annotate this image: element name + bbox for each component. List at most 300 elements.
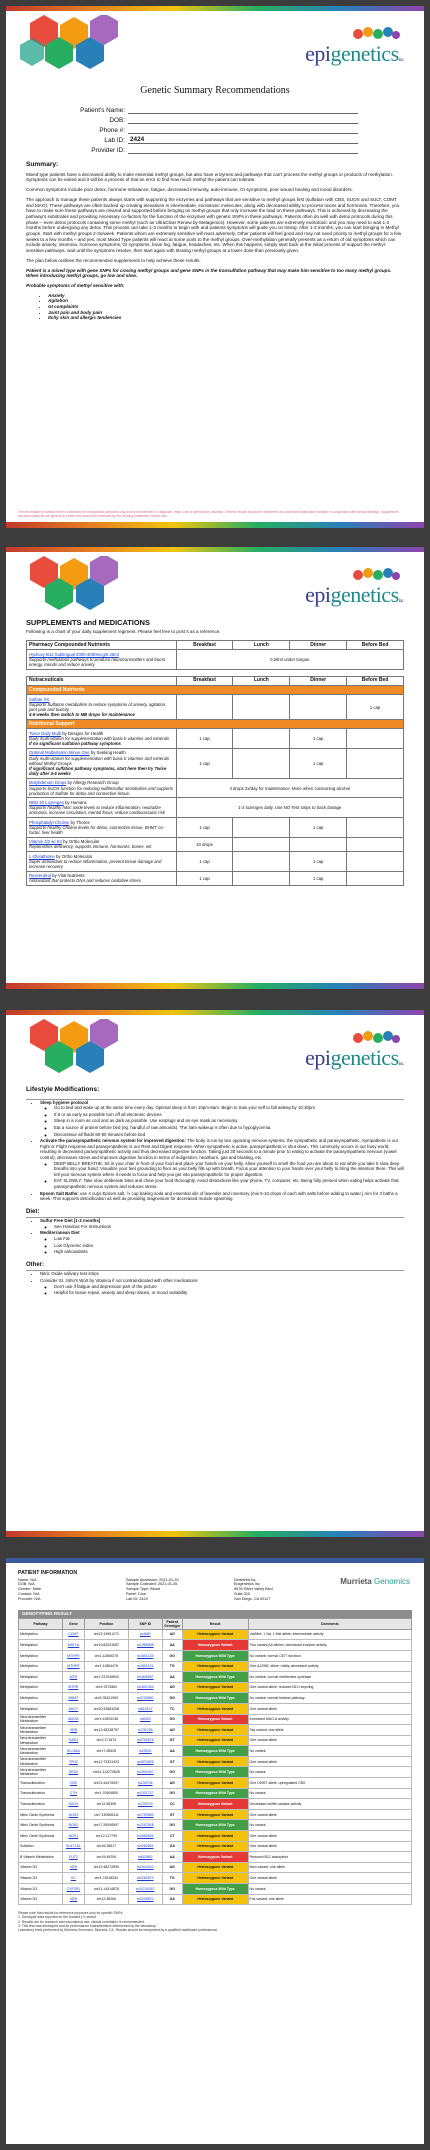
snp-link[interactable]: rs2297518 — [128, 1820, 162, 1831]
pathway-cell: Sulfation — [19, 1841, 63, 1852]
comment-cell: No variant — [248, 1884, 411, 1895]
genotype-cell: CT — [162, 1831, 182, 1842]
gene-link[interactable]: NOS2 — [62, 1820, 84, 1831]
genotype-cell: AA — [162, 1746, 182, 1757]
genotype-cell: TC — [162, 1703, 182, 1714]
gene-link[interactable]: GC — [62, 1873, 84, 1884]
list-item: • Anxiety — [48, 293, 404, 299]
supplement-link[interactable]: Vitamin D3 w/ K2 — [29, 839, 62, 845]
gene-link[interactable]: AHCY — [62, 1703, 84, 1714]
comment-cell: One C699T allele; upregulated CBS — [248, 1778, 411, 1789]
gene-link[interactable]: MTHFR — [62, 1661, 84, 1672]
supplement-link[interactable]: NBD 40 Lozenges — [29, 799, 64, 805]
patient-info-line: Sample Accession: 2021-01-20 — [126, 1577, 179, 1582]
pathway-cell: Methylation — [19, 1629, 63, 1640]
column-header: Gene — [62, 1619, 84, 1630]
probable-symptoms-heading: Probable symptoms of methyl sensitive with: — [26, 282, 125, 288]
page-header — [6, 552, 424, 612]
gene-link[interactable]: VDR — [62, 1862, 84, 1873]
snp-link[interactable]: rs2682826 — [128, 1831, 162, 1842]
gene-link[interactable]: CTH — [62, 1788, 84, 1799]
table-row — [19, 1629, 412, 1640]
pathway-cell: Neurotransmitter Metabolism — [19, 1756, 63, 1767]
other-list — [40, 1271, 404, 1295]
pharmacy-table — [26, 640, 404, 670]
position-cell: chrX:43591036 — [84, 1714, 128, 1725]
patient-info-line: Panel: Core — [126, 1591, 147, 1596]
patient-info-title: PATIENT INFORMATION — [18, 1570, 78, 1576]
snp-link[interactable]: rs2228570 — [128, 1894, 162, 1905]
table-row — [19, 1852, 412, 1863]
comment-cell: No variant; normal C677 function — [248, 1650, 411, 1661]
comment-cell: One variant allele; reduced B12 recycling — [248, 1682, 411, 1693]
list-item: ◦ Low Fat — [54, 1236, 404, 1242]
result-badge: Homozygous Variant — [182, 1714, 248, 1725]
color-bar — [6, 1531, 424, 1537]
list-item: ◦ See Handout For Instructions — [54, 1224, 404, 1230]
page-4 — [6, 1558, 424, 2144]
position-cell: chr1:11854476 — [84, 1661, 128, 1672]
gene-link[interactable]: FUT2 — [62, 1852, 84, 1863]
result-badge: Heterozygous Variant — [182, 1661, 248, 1672]
table-row — [19, 1767, 412, 1778]
comment-cell: No variant — [248, 1788, 411, 1799]
list-item: ◦ DEEP BELLY BREATHE: Sit in your chair in front of your food and place your hands on your belly. Allow yourself to smell the food you are about to eat while you take 5 slow deep breaths into your hand. Visualize your feet grounding to floor as your belly fills up with breath. Focus your attention to your hands over your belly to bring the intention there. This will tell your nervous system where it needs to focus and help you get into parasympathetic for proper digestion. — [54, 1161, 404, 1178]
genotype-cell: GA — [162, 1841, 182, 1852]
gene-link[interactable]: MTHFR — [62, 1650, 84, 1661]
result-badge: Heterozygous Variant — [182, 1894, 248, 1905]
genotype-cell: TG — [162, 1873, 182, 1884]
pathway-cell: Methylation — [19, 1703, 63, 1714]
symptom-list — [48, 293, 404, 322]
list-item: • Agitation — [48, 298, 404, 304]
list-item: • Joint pain and body pain — [48, 310, 404, 316]
comment-cell: One A1298C allele; mildly decreased activity — [248, 1661, 411, 1672]
pathway-cell: Methylation — [19, 1693, 63, 1704]
band-compounded: Compounded Nutrients — [27, 686, 404, 695]
position-cell: chr1:70904800 — [84, 1788, 128, 1799]
table-row — [19, 1894, 412, 1905]
epsom-block: • Epsom Salt Baths: use 4 cups Epsom salt, ½ cup baking soda and essential oils of lavender and rosemary (mix 5-10 drops of each with salts before adding to water.) Aim for 3 baths a week. This supports detoxification as well as providing magnesium for decreased muscle spasming. — [40, 1191, 404, 1202]
comment-cell: Bsm variant; one allele — [248, 1862, 411, 1873]
gene-link[interactable]: NOS3 — [62, 1809, 84, 1820]
comment-cell: No variant — [248, 1767, 411, 1778]
table-row — [19, 1799, 412, 1810]
supplement-link[interactable]: Sulfate XX — [29, 696, 50, 702]
page-1 — [6, 6, 424, 528]
pathway-cell: B Vitamin Metabolism — [19, 1852, 63, 1863]
position-cell: chr17:28525 — [84, 1746, 128, 1757]
patient-fields — [76, 104, 424, 154]
table-row — [19, 1746, 412, 1757]
footnotes: Please note that results for reference purposes only for specific SNPs. 1. Genotype data reported on the forward (+) strand. 2. Results are for research and educational use; clinical correlation is recommended. 3. This test was developed and its performance characteristics determined by the laboratory. Laboratory tests performed by Murrieta Genomics, Murrieta, CA. Results should be interpreted by a qualified healthcare professional. — [18, 1911, 218, 1933]
table-row: L-Glutathione by Ortho Molecular Super antioxidant to reduce inflammation, prevent tissue damage and increase recovery 1 cap 1 cap — [27, 852, 404, 872]
lifestyle-section — [6, 1087, 424, 1296]
snp-link[interactable]: rs25531 — [128, 1746, 162, 1757]
comment-cell: No variant; normal betaine pathway — [248, 1693, 411, 1704]
gene-link[interactable]: SLC6A4 — [62, 1746, 84, 1757]
position-cell: chr2:171673 — [84, 1735, 128, 1746]
page-title: Genetic Summary Recommendations — [140, 85, 290, 96]
table-header-row — [19, 1619, 412, 1630]
position-cell: chr12:56398 — [84, 1799, 128, 1810]
result-badge: Heterozygous Variant — [182, 1703, 248, 1714]
color-bar — [6, 522, 424, 528]
snp-link[interactable]: rs819147 — [128, 1703, 162, 1714]
snp-link[interactable]: rs3791878 — [128, 1735, 162, 1746]
supplement-link[interactable]: Twice Daily Multi — [29, 730, 61, 736]
gene-link[interactable]: TPH2 — [62, 1756, 84, 1767]
pathway-cell: Neurotransmitter Metabolism — [19, 1714, 63, 1725]
position-cell: chr1:237048500 — [84, 1672, 128, 1683]
genotype-cell: AG — [162, 1682, 182, 1693]
comment-cell: One variant allele — [248, 1756, 411, 1767]
table-row: NBD 40 Lozenges by Humanx Supports healthy nitric oxide levels to reduce inflammation, neutralize ammonia, increase circulation, mental focus, reduce cardiovascular risk 1-2 lozenges daily. Use NO Test strips to track dosage — [27, 798, 404, 818]
table-row — [19, 1831, 412, 1842]
result-badge: Heterozygous Variant — [182, 1841, 248, 1852]
table-row — [19, 1873, 412, 1884]
patient-info-line: Name: N/A — [18, 1577, 37, 1582]
patient-info-line: Sample Type: Blood — [126, 1587, 160, 1592]
snp-link[interactable]: rs234706 — [128, 1778, 162, 1789]
pathway-cell: Methylation — [19, 1661, 63, 1672]
genotype-cell: GG — [162, 1788, 182, 1799]
gene-link[interactable]: BHMT — [62, 1693, 84, 1704]
epigenetics-logo: epigeneticsinc. — [305, 566, 404, 608]
comment-cell: No variant — [248, 1820, 411, 1831]
genotype-cell: GT — [162, 1809, 182, 1820]
comment-cell: No variant; normal methionine synthase — [248, 1672, 411, 1683]
field-lab-id: Lab ID: 2424 — [76, 134, 424, 144]
genotype-cell: GG — [162, 1884, 182, 1895]
result-badge: Heterozygous Variant — [182, 1831, 248, 1842]
snp-link[interactable]: rs4680 — [128, 1629, 162, 1640]
diet-list — [40, 1218, 404, 1255]
pathway-cell: Methylation — [19, 1682, 63, 1693]
snp-link[interactable]: rs731236 — [128, 1725, 162, 1736]
gene-link[interactable]: COMT — [62, 1629, 84, 1640]
gene-link[interactable]: VDR — [62, 1894, 84, 1905]
field-patient-name: Patient's Name: — [76, 104, 424, 114]
field-phone: Phone #: — [76, 124, 424, 134]
table-row — [19, 1841, 412, 1852]
table-row: Sulfate XX Supports Sulfation metabolism to reduce symptoms of anxiety, agitation, joint pain and toxicity. 4-6 weeks then switch to MB drops for maintenance 1 cap — [27, 695, 404, 720]
patient-info-line: Gender: Male — [18, 1587, 42, 1592]
position-cell: chr5:7870860 — [84, 1682, 128, 1693]
gene-link[interactable]: MAOA — [62, 1714, 84, 1725]
color-bar — [6, 983, 424, 989]
gene-link[interactable]: VDR — [62, 1725, 84, 1736]
position-cell: chr12:72331923 — [84, 1756, 128, 1767]
list-item: ◦ Low Glycemic index — [54, 1243, 404, 1249]
gene-link[interactable]: GAD1 — [62, 1735, 84, 1746]
list-item: ◦ EAT SLOWLY: Take slow deliberate bites and chew your food thoroughly. Avoid distractions like your phone, TV, computer, etc. Being fully present when eating helps activate that parasympathetic nervous system and reduces stress. — [54, 1178, 404, 1189]
result-badge: Heterozygous Variant — [182, 1735, 248, 1746]
genotype-table — [18, 1618, 412, 1905]
table-row: Phosphatidyl Choline by Thorne Supports healthy Choline levels for detox, connective tissue, BHMT co-factor, liver health 1 cap 1 cap — [27, 818, 404, 838]
position-cell: chr17:26096597 — [84, 1820, 128, 1831]
result-badge: Heterozygous Variant — [182, 1809, 248, 1820]
snp-link[interactable]: rs6323 — [128, 1714, 162, 1725]
snp-link[interactable]: rs1801131 — [128, 1661, 162, 1672]
genotype-cell: GT — [162, 1735, 182, 1746]
lifestyle-heading: Lifestyle Modifications: — [26, 1086, 100, 1093]
genotype-cell: GA — [162, 1894, 182, 1905]
patient-info-line: Provider: N/A — [18, 1596, 41, 1601]
result-badge: Heterozygous Variant — [182, 1725, 248, 1736]
other-heading: Other: — [26, 1261, 44, 1268]
table-row — [19, 1693, 412, 1704]
result-badge: Heterozygous Variant — [182, 1682, 248, 1693]
patient-info-line: 5578 Silver Valley Blvd — [234, 1587, 273, 1592]
comment-cell: One variant allele — [248, 1831, 411, 1842]
position-cell: chr7:150696111 — [84, 1809, 128, 1820]
position-cell: chr12:48238757 — [84, 1725, 128, 1736]
table-row — [19, 1756, 412, 1767]
table-row: Molybdenum Drops by Allergy Research Group Supports SUOX function for reducing sulfite/sulfur sensitivities and supports production of Sulfate for detox and connective tissue. 4 drops 2x/day for maintenance. More when consuming alcohol — [27, 778, 404, 798]
genotype-cell: AA — [162, 1672, 182, 1683]
snp-link[interactable]: rs3733890 — [128, 1693, 162, 1704]
column-header: Comments — [248, 1619, 411, 1630]
hexagon-collage-icon — [20, 1019, 140, 1075]
table-header-row: Nutraceuticals Breakfast Lunch Dinner Before Bed — [27, 676, 404, 685]
page-3 — [6, 1010, 424, 1537]
summary-paragraph: The plan below outlines the recommended supplements to help achieve these results. — [26, 257, 201, 263]
comment-cell: One variant allele — [248, 1703, 411, 1714]
comment-cell: One variant allele — [248, 1841, 411, 1852]
result-badge: Homozygous Wild Type — [182, 1672, 248, 1683]
position-cell: chr11:14914878 — [84, 1884, 128, 1895]
list-item: • Nitric Oxide salivary test strips — [40, 1271, 404, 1277]
column-header: Pathway — [19, 1619, 63, 1630]
table-row — [19, 1862, 412, 1873]
result-badge: Homozygous Wild Type — [182, 1650, 248, 1661]
table-row — [19, 1809, 412, 1820]
list-item: • Mediterranean Diet ◦ Low Fat ◦ Low Glycemic index ◦ High antioxidants — [40, 1230, 404, 1254]
snp-link[interactable]: rs705703 — [128, 1799, 162, 1810]
genotype-cell: GT — [162, 1756, 182, 1767]
patient-info-line: Sample Collected: 2021-01-05 — [126, 1582, 178, 1587]
pathway-cell: Nitric Oxide Synthesis — [19, 1831, 63, 1842]
patient-info-line: Epigenetics Inc — [234, 1582, 260, 1587]
table-row: Optimal Multivitamin Minus One by Seeking Health Daily multi-vitamin for supplementation with basic b vitamins and minerals without Methyl Groups If significant sulfation pathway symptoms, start here then try Twice daily after 4-6 weeks 1 cap 1 cap — [27, 748, 404, 778]
supplements-title: SUPPLEMENTS and MEDICATIONS — [26, 618, 150, 627]
nutraceuticals-table — [26, 676, 404, 886]
gene-link[interactable]: NOS1 — [62, 1831, 84, 1842]
table-header-row: Pharmacy Compounded Nutrients Breakfast Lunch Dinner Before Bed — [27, 641, 404, 650]
parasympathetic-block: • Activate the parasympathetic nervous system for improved digestion: The body is run by two opposing nervous systems, the sympathetic and parasympathetic. Sympathetic is our Fight or Flight response and parasympathetic is our Rest and Digest response. When sympathetic is active, parasympathetic is shut down. This commonly occurs in our busy world, resulting in decreased parasympathetic activity and thus decreased digestive function. Taking just 30 seconds to a minute prior to eating to activate the parasympathetic nervous (vowel control), decreases stress and improves digestive function in terms of indigestion, heartburn, gas and bloating, etc. ◦ DEEP BELLY BREATHE: Sit in your chair in front of your food and place your hands on your belly. Allow yourself to smell the food you are about to eat while you take 5 slow deep breaths into your hand. Visualize your feet grounding to floor as your belly fills up with breath. Focus your attention to your hands over your belly to bring the intention there. This will tell your nervous system where it needs to focus and help you get into parasympathetic for proper digestion. ◦ EAT SLOWLY: Take slow deliberate bites and chew your food thoroughly. Avoid distractions like your phone, TV, computer, etc. Being fully present when eating helps activate that parasympathetic nervous system and reduces stress. — [40, 1138, 404, 1189]
supplement-link[interactable]: Phosphatidyl Choline — [29, 819, 70, 825]
snp-link[interactable]: rs1801394 — [128, 1682, 162, 1693]
position-cell: chr5:78421959 — [84, 1693, 128, 1704]
result-badge: Heterozygous Variant — [182, 1756, 248, 1767]
genotype-cell: TG — [162, 1661, 182, 1672]
list-item: ◦ Discontinue all fluids 60-90 minutes before bed — [54, 1132, 404, 1138]
result-badge: Homozygous Variant — [182, 1640, 248, 1651]
patient-info-line: Delivered by: — [234, 1577, 257, 1582]
genotype-cell: AG — [162, 1862, 182, 1873]
pathway-cell: Methylation — [19, 1650, 63, 1661]
patient-info-line: Contact: N/A — [18, 1591, 40, 1596]
list-item: ◦ Helpful for tissue repair, anxiety and sleep issues, or mood variability — [54, 1290, 404, 1296]
result-badge: Heterozygous Variant — [182, 1873, 248, 1884]
result-badge: Homozygous Wild Type — [182, 1884, 248, 1895]
lab-logo: Murrieta Genomics — [340, 1577, 410, 1586]
result-badge: Homozygous Wild Type — [182, 1746, 248, 1757]
supplement-link[interactable]: Hydroxy B12 Sublingual 2000-4000mcg/0.25ml — [29, 651, 119, 657]
position-cell: chr12:48272895 — [84, 1862, 128, 1873]
diet-heading: Diet: — [26, 1208, 40, 1215]
snp-link[interactable]: rs1544410 — [128, 1862, 162, 1873]
position-cell: chr20:32883208 — [84, 1703, 128, 1714]
position-cell: chr12:117799 — [84, 1831, 128, 1842]
hexagon-collage-icon — [20, 15, 140, 71]
table-row — [19, 1682, 412, 1693]
pathway-cell: Methylation — [19, 1640, 63, 1651]
genotype-cell: GG — [162, 1650, 182, 1661]
disclaimer-fine-print: The information provided herein is intended for educational purposes only and is not intended to diagnose, treat, cure or prevent any disease. Genetic results should be interpreted by a licensed healthcare provider in conjunction with clinical findings. Supplement recommendations are general in nature and should be reviewed by the treating practitioner before use. — [18, 509, 399, 518]
list-item: • Sulfur Free Diet [1-3 months] ◦ See Handout For Instructions — [40, 1218, 404, 1229]
pathway-cell: Neurotransmitter Metabolism — [19, 1746, 63, 1757]
patient-info-line: San Diego, CA 92127 — [234, 1596, 271, 1601]
gene-link[interactable]: MTR — [62, 1672, 84, 1683]
patient-info-line: Suite 310 — [234, 1591, 251, 1596]
gene-link[interactable]: MAT1A — [62, 1640, 84, 1651]
sleep-block: • Sleep hygiene protocol ◦ Go to bed and wake up at the same time every day. Optimal sleep is from 10pm-6am. Begin to train your self to fall asleep by 10:30pm ◦ If 8 or as early as possible turn off all electronic devices ◦ Sleep in a room as cool and as dark as possible. Use earplugs and an eye mask as necessary. ◦ Eat a source of protein before bed (eg. handful of raw almonds). The 3am wakeup is often due to hypoglycemia. ◦ Discontinue all fluids 60-90 minutes before bed — [40, 1100, 404, 1138]
table-row — [19, 1650, 412, 1661]
snp-link[interactable]: rs1799983 — [128, 1809, 162, 1820]
position-cell: chr21:44478497 — [84, 1778, 128, 1789]
result-badge: Homozygous Variant — [182, 1852, 248, 1863]
result-badge: Homozygous Wild Type — [182, 1767, 248, 1778]
list-item: ◦ Don't use if fatigue and depression part of the picture — [54, 1284, 404, 1290]
snp-link[interactable]: rs4570625 — [128, 1756, 162, 1767]
result-badge: Homozygous Wild Type — [182, 1788, 248, 1799]
pathway-cell: Vitamin D3 — [19, 1862, 63, 1873]
comment-cell: Reduced B12 absorption — [248, 1852, 411, 1863]
snp-link[interactable]: rs9282861 — [128, 1841, 162, 1852]
genotype-cell: AA — [162, 1852, 182, 1863]
nutritional-rows — [27, 729, 404, 886]
logo-inc: inc. — [398, 58, 404, 63]
gene-link[interactable]: DRD2 — [62, 1767, 84, 1778]
column-header: Result — [182, 1619, 248, 1630]
table-row — [19, 1735, 412, 1746]
pathway-cell: Neurotransmitter Metabolism — [19, 1767, 63, 1778]
supplements-subtitle: Following is a chart of your daily supplement regiment. Please feel free to post it as a reference. — [26, 629, 221, 634]
list-item: ◦ If 8 or as early as possible turn off all electronic devices — [54, 1112, 404, 1118]
table-row: Hydroxy B12 Sublingual 2000-4000mcg/0.25ml Supports methylation pathways to produce neurotransmitters and boost energy, moods and reduce anxiety 0.25ml under tongue — [27, 650, 404, 670]
snp-link[interactable]: rs1805087 — [128, 1672, 162, 1683]
snp-link[interactable]: rs1801133 — [128, 1650, 162, 1661]
snp-link[interactable]: rs1800497 — [128, 1767, 162, 1778]
gene-link[interactable]: SUOX — [62, 1799, 84, 1810]
comment-cell: One variant allele — [248, 1809, 411, 1820]
supplement-link[interactable]: Resveratrol — [29, 873, 51, 879]
summary-paragraph: The approach to manage these patients always starts with supporting the enzymes and pathways that are sensitive to methyl groups first (sulfation with CBS, SUOX and SULT, COMT and MAO). These pathways are often backed up creating elevations in intermediate, excitotoxic molecules, along with decreased ability to process toxins and hormones. Therefore, you have to make sure these pathways are cleared and supported before bringing on methyl groups that only increase the load on these pathways. This is achieved by decreasing the pathway's substrates and providing necessary co-factors for the function of the enzymes with genetic SNPs in these pathways. Patients often do well with detox protocols during this phase – even detox protocols containing some methyl (such as UltraClear Renew by Metagenics). However, some patients are extremely excitotoxic and you may need to wait 1-3 months before undergoing any detox. This process can take 1-3 months to begin with and patients symptoms will guide you on timing. After 1-3 months, you can start bringing in Methyl groups. Start with methyl groups 2-3x/week. Patients whom are extremely sensitive will react adversely. Other patients will feel good and may not need priority to methyl groups for a few weeks to a few months – and yes, most Mixed Type patients will react at some point to the methyl groups. Over-methylation generally presents as a return of old symptoms which can include anxiety, insomnia, hormone symptoms, GI symptoms, brain fog, fatigue, headaches, etc. When this happens, simply start back at the initial process of support the methyl-sensitive pathways, wait until the symptoms resolve, then start again with titrating methyl groups at a lower dose than previously given. — [26, 196, 402, 254]
pathway-cell: Vitamin D3 — [19, 1873, 63, 1884]
gene-link[interactable]: SULT1A1 — [62, 1841, 84, 1852]
supplement-link[interactable]: Molybdenum Drops — [29, 780, 67, 786]
table-row: Resveratrol by Vital Nutrients Antioxidant that protects DNA and reduces oxidative stress 1 cap 1 cap — [27, 871, 404, 885]
position-cell: chr16:28617 — [84, 1841, 128, 1852]
band-nutritional: Nutritional Support — [27, 720, 404, 729]
genotype-cell: GG — [162, 1767, 182, 1778]
list-item: ◦ Eat a source of protein before bed (eg. handful of raw almonds). The 3am wakeup is often due to hypoglycemia. — [54, 1125, 404, 1131]
logo-genetics: genetics — [330, 41, 399, 66]
epigenetics-logo: epigeneticsinc. — [305, 1029, 404, 1071]
supplement-link[interactable]: L-Glutathione — [29, 853, 55, 859]
comment-cell: One variant allele — [248, 1873, 411, 1884]
list-item: ◦ High antioxidants — [54, 1249, 404, 1255]
result-badge: Homozygous Wild Type — [182, 1820, 248, 1831]
comment-cell: No variant — [248, 1746, 411, 1757]
sleep-list — [54, 1105, 404, 1137]
position-cell: chr19:49206 — [84, 1852, 128, 1863]
result-badge: Heterozygous Variant — [182, 1778, 248, 1789]
summary-paragraph: Common symptoms include poor detox, hormone imbalance, fatigue, decreased immunity, auto-immune, GI symptoms, poor wound healing and mood disorders. — [26, 187, 353, 193]
pathway-cell: Nitric Oxide Synthesis — [19, 1820, 63, 1831]
table-row — [19, 1672, 412, 1683]
column-header: SNP ID — [128, 1619, 162, 1630]
supplement-link[interactable]: Optimal Multivitamin Minus One — [29, 750, 90, 756]
genotype-cell: AA — [162, 1640, 182, 1651]
result-badge: Homozygous Wild Type — [182, 1693, 248, 1704]
section-header: GENOTYPING RESULT — [18, 1610, 412, 1619]
summary-heading: Summary: — [26, 161, 59, 168]
table-row — [19, 1788, 412, 1799]
table-row — [19, 1778, 412, 1789]
pathway-cell: Neurotransmitter Metabolism — [19, 1735, 63, 1746]
table-row — [19, 1661, 412, 1672]
table-row: Twice Daily Multi by Designs for Health Daily multi-vitamin for supplementation with basic b vitamins and minerals If no significant sulfation pathway symptoms 1 cap 1 cap — [27, 729, 404, 749]
snp-link[interactable]: rs1021737 — [128, 1788, 162, 1799]
position-cell: chr10:82031087 — [84, 1640, 128, 1651]
patient-info-line: Lab ID: 2424 — [126, 1596, 148, 1601]
snp-link[interactable]: rs602662 — [128, 1852, 162, 1863]
pathway-cell: Transsulfuration — [19, 1778, 63, 1789]
gene-link[interactable]: CBS — [62, 1778, 84, 1789]
table-row — [19, 1884, 412, 1895]
result-badge: Heterozygous Variant — [182, 1862, 248, 1873]
result-badge: Homozygous Variant — [182, 1799, 248, 1810]
hexagon-collage-icon — [20, 556, 140, 612]
gene-link[interactable]: CYP2R1 — [62, 1884, 84, 1895]
column-header: Position — [84, 1619, 128, 1630]
table-row — [19, 1703, 412, 1714]
genotype-cell: GG — [162, 1714, 182, 1725]
page-2 — [6, 547, 424, 989]
list-item: • GI complaints — [48, 304, 404, 310]
genotype-cell: AG — [162, 1629, 182, 1640]
logo-ep: epi — [305, 41, 331, 66]
gene-link[interactable]: MTRR — [62, 1682, 84, 1693]
pathway-cell: Neurotransmitter Metabolism — [19, 1725, 63, 1736]
genotype-cell: AG — [162, 1725, 182, 1736]
snp-link[interactable]: rs2282679 — [128, 1873, 162, 1884]
snp-link[interactable]: rs1985908 — [128, 1640, 162, 1651]
pathway-cell: Vitamin D3 — [19, 1884, 63, 1895]
table-row — [19, 1640, 412, 1651]
pathway-cell: Transsulfuration — [19, 1788, 63, 1799]
position-cell: chr4:72618334 — [84, 1873, 128, 1884]
parasympathetic-list — [54, 1161, 404, 1190]
position-cell: chr22:19951271 — [84, 1629, 128, 1640]
summary-paragraph: Mixed type patients have a decreased ability to make essential methyl groups, but also have enzymes and pathways that can't process the methyl groups or products of methylation. Symptoms can be varied and it will be a process of trial an error to find how much methyl the patient can tolerate. — [26, 171, 394, 183]
logo-swirl-icon — [348, 1029, 404, 1045]
snp-link[interactable]: rs10741657 — [128, 1884, 162, 1895]
epigenetics-logo — [305, 25, 404, 67]
